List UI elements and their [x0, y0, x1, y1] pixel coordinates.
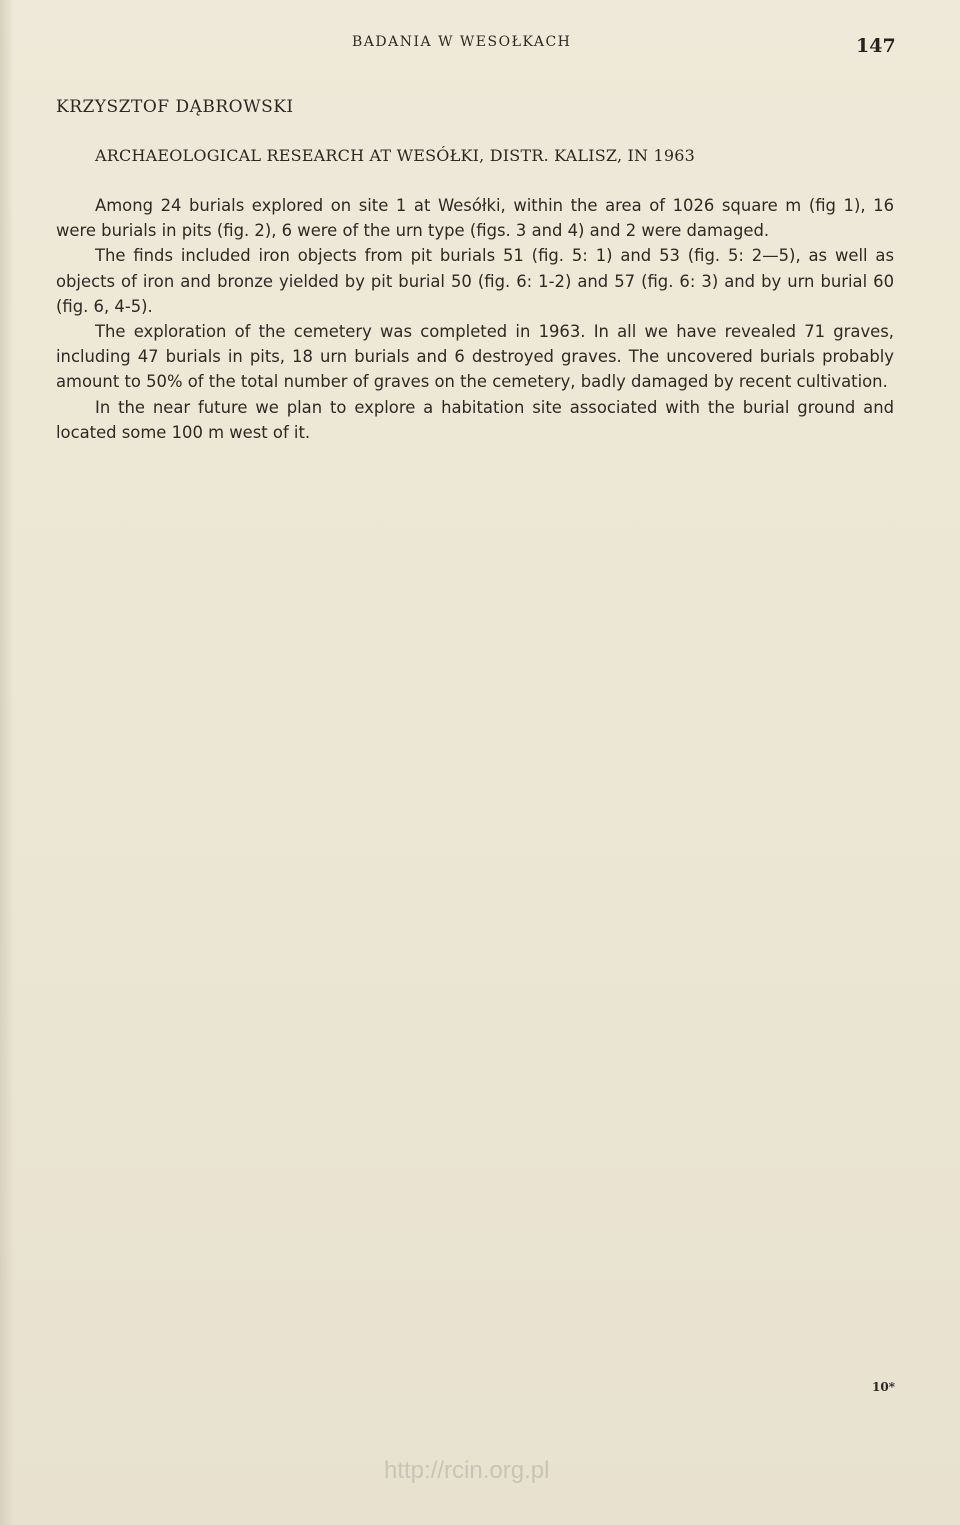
paragraph-3: The exploration of the cemetery was completed in 1963. In all we have revealed 71 graves, including 47 burials in pits, 18 urn burials and 6 destroyed graves. The uncovered burials probably amount to 50% of the total number of graves on the cemetery, badly damaged by recent cultivation.: [56, 322, 894, 392]
article-title: ARCHAEOLOGICAL RESEARCH AT WESÓŁKI, DISTR. KALISZ, IN 1963: [95, 146, 696, 165]
paragraph-2: The finds included iron objects from pit burials 51 (fig. 5: 1) and 53 (fig. 5: 2—5), as well as objects of iron and bronze yielded by pit burial 50 (fig. 6: 1-2) and 57 (fig. 6: 3) and by urn burial 60 (fig. 6, 4-5).: [56, 246, 894, 316]
paragraph-4: In the near future we plan to explore a habitation site associated with the burial ground and located some 100 m west of it.: [56, 397, 894, 442]
author-name: KRZYSZTOF DĄBROWSKI: [56, 97, 294, 117]
page-edge-shadow: [0, 0, 14, 1525]
article-body: [56, 193, 894, 445]
running-header: BADANIA W WESOŁKACH: [352, 34, 572, 50]
source-watermark: http://rcin.org.pl: [384, 1457, 550, 1484]
signature-mark: 10*: [872, 1380, 895, 1394]
page-number: 147: [856, 35, 896, 57]
paragraph-1: Among 24 burials explored on site 1 at Wesółki, within the area of 1026 square m (fig 1), 16 were burials in pits (fig. 2), 6 were of the urn type (figs. 3 and 4) and 2 were damaged.: [56, 196, 894, 241]
